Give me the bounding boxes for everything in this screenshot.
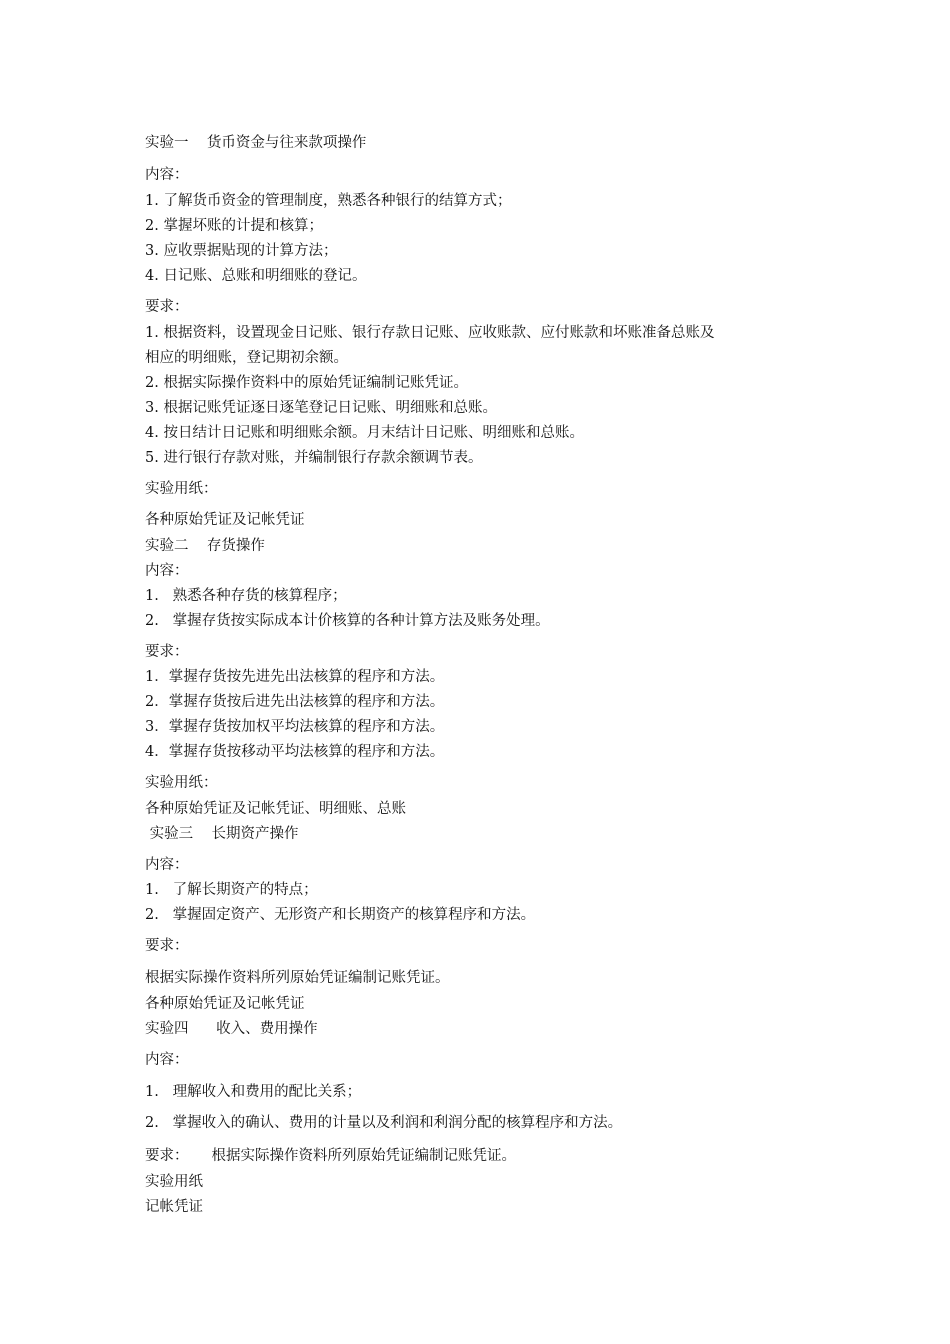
heading-experiment-2: 实验二 存货操作 [145,538,265,554]
list-item: 3. 应收票据贴现的计算方法； [145,243,338,259]
list-item: 4. 按日结计日记账和明细账余额。月末结计日记账、明细账和总账。 [145,425,584,441]
list-item: 1. 了解长期资产的特点； [145,882,318,898]
list-item: 5. 进行银行存款对账，并编制银行存款余额调节表。 [145,450,483,466]
list-item: 2．掌握存货按后进先出法核算的程序和方法。 [145,694,445,710]
requirement-text: 根据实际操作资料所列原始凭证编制记账凭证。 [145,970,450,986]
heading-experiment-1: 实验一 货币资金与往来款项操作 [145,135,367,151]
list-item: 2. 根据实际操作资料中的原始凭证编制记账凭证。 [145,375,468,391]
paper-text: 各种原始凭证及记帐凭证 [145,512,305,528]
list-item: 2. 掌握坏账的计提和核算； [145,218,323,234]
label-paper: 实验用纸： [145,775,218,791]
label-paper: 实验用纸： [145,481,218,497]
list-item: 4. 日记账、总账和明细账的登记。 [145,268,367,284]
paper-text: 各种原始凭证及记帐凭证、明细账、总账 [145,801,406,817]
label-requirements: 要求： [145,644,189,660]
requirement-text: 要求： 根据实际操作资料所列原始凭证编制记账凭证。 [145,1148,517,1164]
list-item: 3. 根据记账凭证逐日逐笔登记日记账、明细账和总账。 [145,400,497,416]
label-content: 内容： [145,857,189,873]
label-requirements: 要求： [145,938,189,954]
heading-experiment-3: 实验三 长期资产操作 [145,826,299,842]
paper-text: 各种原始凭证及记帐凭证 [145,996,305,1012]
list-item: 1．掌握存货按先进先出法核算的程序和方法。 [145,669,445,685]
label-content: 内容： [145,563,189,579]
list-item: 3．掌握存货按加权平均法核算的程序和方法。 [145,719,445,735]
list-item: 2. 掌握固定资产、无形资产和长期资产的核算程序和方法。 [145,907,536,923]
heading-experiment-4: 实验四 收入、费用操作 [145,1021,318,1037]
list-item-continuation: 相应的明细账，登记期初余额。 [145,350,348,366]
list-item: 2. 掌握收入的确认、费用的计量以及利润和利润分配的核算程序和方法。 [145,1115,623,1131]
label-paper: 实验用纸 [145,1174,203,1190]
list-item: 1. 根据资料，设置现金日记账、银行存款日记账、应收账款、应付账款和坏账准备总账及 [145,325,715,341]
list-item: 1. 理解收入和费用的配比关系； [145,1084,362,1100]
list-item: 1. 了解货币资金的管理制度，熟悉各种银行的结算方式； [145,193,512,209]
list-item: 2. 掌握存货按实际成本计价核算的各种计算方法及账务处理。 [145,613,550,629]
label-requirements: 要求： [145,299,189,315]
label-content: 内容： [145,167,189,183]
paper-text: 记帐凭证 [145,1199,203,1215]
label-content: 内容： [145,1052,189,1068]
list-item: 4．掌握存货按移动平均法核算的程序和方法。 [145,744,445,760]
list-item: 1. 熟悉各种存货的核算程序； [145,588,347,604]
